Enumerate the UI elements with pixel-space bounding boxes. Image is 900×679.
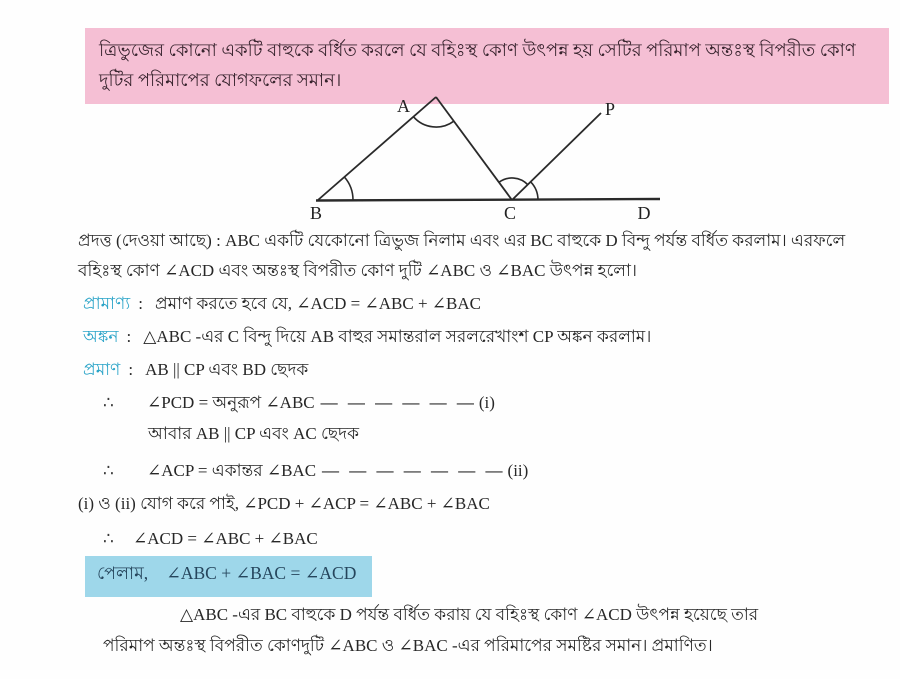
vertex-label-d: D xyxy=(637,203,651,223)
proof-separator: : xyxy=(128,360,134,379)
proof-keyword: প্রমাণ xyxy=(83,360,121,379)
therefore-symbol: ∴ xyxy=(103,461,114,480)
construction-text: △ABC -এর C বিন্দু দিয়ে AB বাহুর সমান্তরাল সরলরেখাংশ CP অঙ্কন করলাম। xyxy=(143,327,652,346)
side-ac xyxy=(436,97,512,200)
step-1-ref: (i) xyxy=(478,393,495,412)
proof-combine-line: (i) ও (ii) যোগ করে পাই, ∠PCD + ∠ACP = ∠ABC + ∠BAC xyxy=(78,494,490,513)
to-prove-row xyxy=(83,291,481,319)
vertex-label-b: B xyxy=(309,203,323,223)
baseline-bcd xyxy=(316,199,660,201)
closing-line-1: △ABC -এর BC বাহুকে D পর্যন্ত বর্ধিত করায় যে বহিঃস্থ কোণ ∠ACD উৎপন্ন হয়েছে তার xyxy=(180,605,759,624)
conclusion-label: পেলাম, xyxy=(97,563,149,583)
proof-step-1 xyxy=(103,390,495,418)
angle-arc-b xyxy=(344,177,353,200)
closing-line-2: পরিমাপ অন্তঃস্থ বিপরীত কোণদুটি ∠ABC ও ∠BAC -এর পরিমাপের সমষ্টির সমান। প্রমাণিত। xyxy=(103,636,713,655)
angle-arc-a xyxy=(413,117,453,127)
therefore-symbol: ∴ xyxy=(103,529,114,548)
angle-arc-pcd xyxy=(531,182,538,200)
step-1-text: ∠PCD = অনুরূপ ∠ABC xyxy=(147,393,315,412)
given-paragraph: প্রদত্ত (দেওয়া আছে) : ABC একটি যেকোনো ত্রিভুজ নিলাম এবং এর BC বাহুকে D বিন্দু পর্যন্ত বর্ধিত করলাম। এরফলে বহিঃস্থ কোণ ∠ACD এবং অন্তঃস্থ বিপরীত কোণ দুটি ∠ABC ও ∠BAC উৎপন্ন হলো। xyxy=(78,231,846,280)
to-prove-text: প্রমাণ করতে হবে যে, ∠ACD = ∠ABC + ∠BAC xyxy=(154,294,481,313)
theorem-text: ত্রিভুজের কোনো একটি বাহুকে বর্ধিত করলে যে বহিঃস্থ কোণ উৎপন্ন হয় সেটির পরিমাপ অন্তঃস্থ বিপরীত কোণ দুটির পরিমাপের যোগফলের সমান। xyxy=(99,40,856,90)
proof-result-line xyxy=(103,529,318,549)
to-prove-separator: : xyxy=(138,294,143,313)
proof-text: AB || CP এবং BD ছেদক xyxy=(145,360,309,379)
vertex-label-c: C xyxy=(503,203,517,223)
step-2-ref: (ii) xyxy=(507,461,529,480)
proof-step-2 xyxy=(103,458,528,486)
vertex-label-p: P xyxy=(604,99,616,119)
triangle-diagram xyxy=(288,86,688,230)
ray-cp xyxy=(512,113,601,200)
step-1-dashes: — — — — — — xyxy=(320,393,477,412)
vertex-label-a: A xyxy=(397,96,410,116)
to-prove-keyword: প্রামাণ্য xyxy=(83,294,131,313)
step-2-text: ∠ACP = একান্তর ∠BAC xyxy=(147,461,317,480)
step-2-dashes: — — — — — — — xyxy=(322,461,506,480)
proof-again-line: আবার AB || CP এবং AC ছেদক xyxy=(148,424,360,443)
conclusion-equation: ∠ABC + ∠BAC = ∠ACD xyxy=(166,563,357,583)
construction-keyword: অঙ্কন xyxy=(83,327,119,346)
therefore-symbol: ∴ xyxy=(103,393,114,412)
construction-separator: : xyxy=(126,327,132,346)
proof-row xyxy=(83,357,308,385)
result-text: ∠ACD = ∠ABC + ∠BAC xyxy=(133,529,318,548)
side-ba xyxy=(318,97,436,200)
angle-arc-acp xyxy=(499,178,528,185)
construction-row xyxy=(83,324,651,352)
conclusion-box xyxy=(85,556,372,597)
